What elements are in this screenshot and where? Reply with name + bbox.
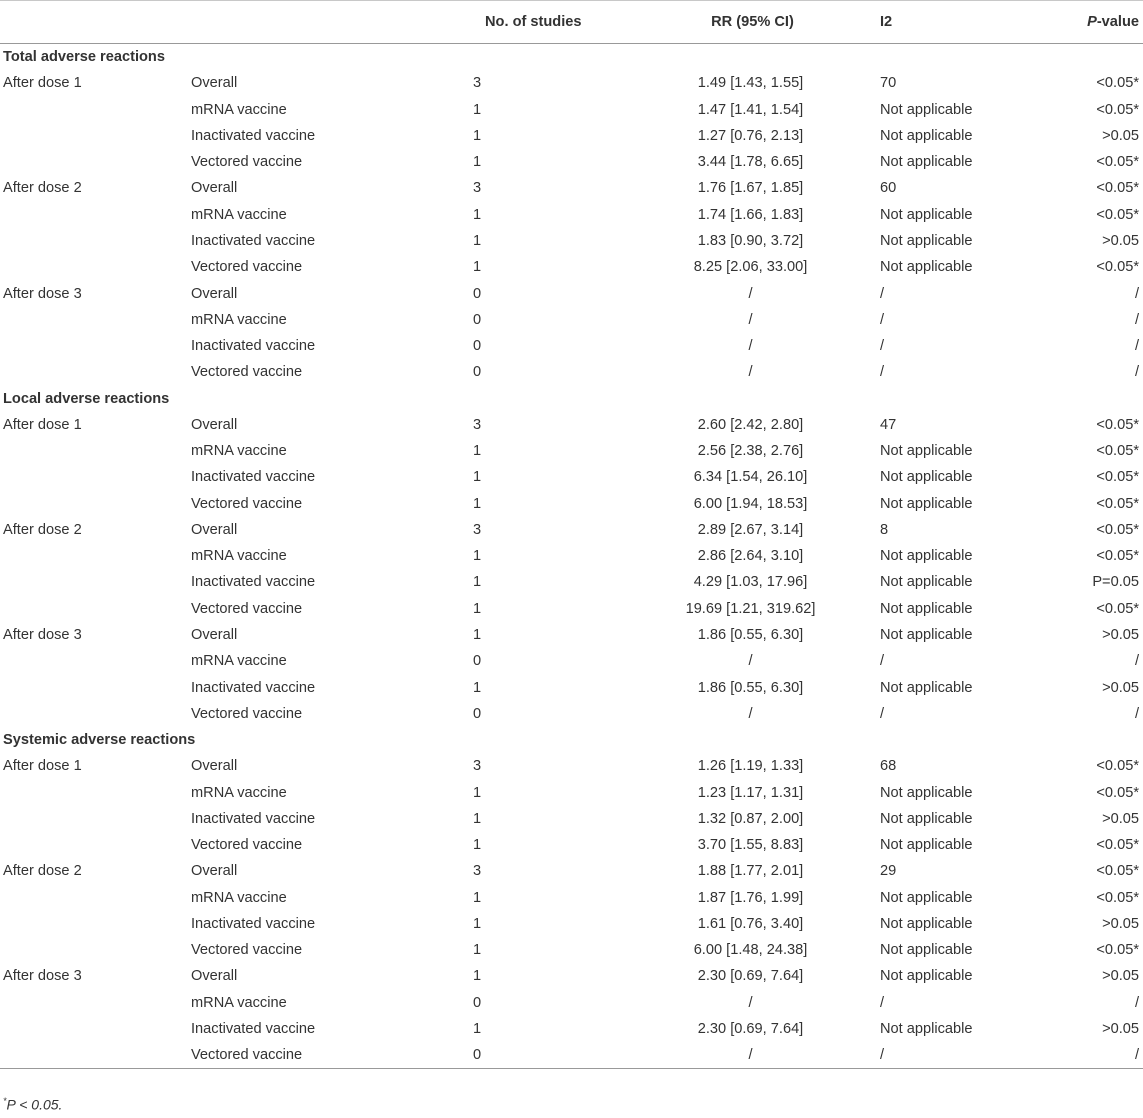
studies-count-cell: 1 xyxy=(473,495,482,512)
p-value-cell: <0.05* xyxy=(1096,942,1139,959)
studies-count-cell: 1 xyxy=(473,259,482,276)
table-row xyxy=(0,569,1143,595)
table-row xyxy=(0,832,1143,858)
studies-count-cell: 1 xyxy=(473,232,482,249)
dose-empty-cell xyxy=(0,149,187,175)
rr-ci-cell: 2.89 [2.67, 3.14] xyxy=(697,521,804,538)
table-row xyxy=(0,202,1143,228)
p-value-cell: / xyxy=(1134,285,1139,302)
table-row xyxy=(0,806,1143,832)
vaccine-cell: Inactivated vaccine xyxy=(191,1020,316,1037)
dose-empty-cell xyxy=(0,937,187,963)
table-row xyxy=(0,858,1143,884)
i2-cell: Not applicable xyxy=(880,154,973,171)
p-value-cell: <0.05* xyxy=(1096,863,1139,880)
i2-cell: 29 xyxy=(880,863,897,880)
table-row xyxy=(0,307,1143,333)
p-value-cell: <0.05* xyxy=(1096,75,1139,92)
dose-label: After dose 3 xyxy=(3,285,82,302)
footnote-text: P < 0.05. xyxy=(6,1096,63,1113)
studies-count-cell: 1 xyxy=(473,942,482,959)
table-row xyxy=(0,937,1143,963)
vaccine-cell: Inactivated vaccine xyxy=(191,915,316,932)
i2-cell: Not applicable xyxy=(880,232,973,249)
dose-label: After dose 1 xyxy=(3,416,82,433)
p-value-cell: <0.05* xyxy=(1096,758,1139,775)
p-value-cell: <0.05* xyxy=(1096,889,1139,906)
dose-empty-cell xyxy=(0,648,187,674)
dose-empty-cell xyxy=(0,333,187,359)
i2-cell: Not applicable xyxy=(880,784,973,801)
studies-count-cell: 0 xyxy=(473,705,482,722)
dose-empty-cell xyxy=(0,438,187,464)
studies-count-cell: 0 xyxy=(473,364,482,381)
vaccine-cell: Overall xyxy=(191,180,238,197)
rr-ci-cell: 1.49 [1.43, 1.55] xyxy=(697,75,804,92)
p-value-cell: P=0.05 xyxy=(1092,574,1139,591)
i2-cell: Not applicable xyxy=(880,626,973,643)
i2-cell: 70 xyxy=(880,75,897,92)
dose-empty-cell xyxy=(0,911,187,937)
p-value-cell: / xyxy=(1134,653,1139,670)
studies-count-cell: 0 xyxy=(473,285,482,302)
dose-label: After dose 1 xyxy=(3,75,82,92)
table-row xyxy=(0,674,1143,700)
i2-cell: Not applicable xyxy=(880,548,973,565)
rr-ci-cell: 2.30 [0.69, 7.64] xyxy=(697,1020,804,1037)
p-value-cell: <0.05* xyxy=(1096,206,1139,223)
header-no-of-studies: No. of studies xyxy=(445,1,645,44)
studies-count-cell: 1 xyxy=(473,600,482,617)
studies-count-cell: 1 xyxy=(473,443,482,460)
i2-cell: / xyxy=(880,285,885,302)
vaccine-cell: Vectored vaccine xyxy=(187,1042,445,1069)
i2-cell: 47 xyxy=(880,416,897,433)
header-rr-ci: RR (95% CI) xyxy=(645,1,876,44)
table-row xyxy=(0,543,1143,569)
dose-label: After dose 2 xyxy=(3,521,82,538)
studies-count-cell: 1 xyxy=(473,626,482,643)
dose-empty-cell xyxy=(0,491,187,517)
i2-cell: Not applicable xyxy=(880,942,973,959)
rr-ci-cell: / xyxy=(748,994,753,1011)
dose-label: After dose 3 xyxy=(3,968,82,985)
table-row xyxy=(0,517,1143,543)
vaccine-cell: mRNA vaccine xyxy=(191,548,287,565)
vaccine-cell: Overall xyxy=(191,285,238,302)
p-value-cell: >0.05 xyxy=(1102,968,1139,985)
rr-ci-cell: 19.69 [1.21, 319.62] xyxy=(685,600,816,617)
dose-empty-cell xyxy=(0,359,187,385)
vaccine-cell: mRNA vaccine xyxy=(191,101,287,118)
dose-empty-cell xyxy=(0,569,187,595)
section-title: Local adverse reactions xyxy=(3,390,170,407)
p-value-cell: <0.05* xyxy=(1096,600,1139,617)
p-value-cell: <0.05* xyxy=(1096,469,1139,486)
studies-count-cell: 3 xyxy=(473,416,482,433)
i2-cell: Not applicable xyxy=(880,206,973,223)
studies-count-cell: 1 xyxy=(473,784,482,801)
dose-empty-cell xyxy=(0,464,187,490)
i2-cell: Not applicable xyxy=(880,101,973,118)
p-value-cell: >0.05 xyxy=(1102,810,1139,827)
p-value-cell: <0.05* xyxy=(1096,101,1139,118)
i2-cell: Not applicable xyxy=(880,889,973,906)
rr-ci-cell: 2.56 [2.38, 2.76] xyxy=(697,443,804,460)
rr-ci-cell: 8.25 [2.06, 33.00] xyxy=(693,259,808,276)
vaccine-cell: Vectored vaccine xyxy=(191,364,303,381)
vaccine-cell: Vectored vaccine xyxy=(191,495,303,512)
studies-count-cell: 3 xyxy=(473,758,482,775)
dose-empty-cell xyxy=(0,674,187,700)
footnote xyxy=(3,1096,62,1113)
rr-ci-cell: 4.29 [1.03, 17.96] xyxy=(693,574,808,591)
i2-cell: Not applicable xyxy=(880,810,973,827)
table-header xyxy=(0,1,1143,44)
i2-cell: Not applicable xyxy=(880,495,973,512)
rr-ci-cell: 1.76 [1.67, 1.85] xyxy=(697,180,804,197)
vaccine-cell: Vectored vaccine xyxy=(191,705,303,722)
dose-empty-cell xyxy=(0,806,187,832)
header-i2: I2 xyxy=(876,1,1056,44)
rr-ci-cell: / xyxy=(748,285,753,302)
rr-ci-cell: 6.34 [1.54, 26.10] xyxy=(693,469,808,486)
i2-cell: / xyxy=(880,653,885,670)
section-row xyxy=(0,44,1143,71)
rr-ci-cell: 1.88 [1.77, 2.01] xyxy=(697,863,804,880)
dose-empty-cell xyxy=(0,123,187,149)
studies-count-cell: 1 xyxy=(473,154,482,171)
vaccine-cell: mRNA vaccine xyxy=(191,994,287,1011)
studies-count-cell: 1 xyxy=(473,574,482,591)
table-row xyxy=(0,464,1143,490)
table-row xyxy=(0,491,1143,517)
dose-empty-cell xyxy=(0,832,187,858)
table-row xyxy=(0,701,1143,727)
dose-empty-cell xyxy=(0,779,187,805)
p-value-cell: <0.05* xyxy=(1096,521,1139,538)
p-value-cell: / xyxy=(1134,311,1139,328)
p-value-cell: <0.05* xyxy=(1096,180,1139,197)
studies-count-cell: 0 xyxy=(445,1042,645,1069)
p-value-cell: >0.05 xyxy=(1102,232,1139,249)
rr-ci-cell: / xyxy=(748,705,753,722)
p-value-cell: >0.05 xyxy=(1102,127,1139,144)
header-vaccine xyxy=(187,1,445,44)
table-row xyxy=(0,123,1143,149)
header-row xyxy=(0,1,1143,44)
dose-empty-cell xyxy=(0,885,187,911)
p-value-cell: <0.05* xyxy=(1096,443,1139,460)
p-value-cell: >0.05 xyxy=(1102,1020,1139,1037)
p-value-cell: / xyxy=(1134,364,1139,381)
table-row xyxy=(0,438,1143,464)
i2-cell: / xyxy=(880,705,885,722)
dose-empty-cell xyxy=(0,1042,187,1069)
dose-label: After dose 3 xyxy=(3,626,82,643)
p-value-cell: <0.05* xyxy=(1096,837,1139,854)
i2-cell: Not applicable xyxy=(880,574,973,591)
i2-cell: / xyxy=(880,311,885,328)
rr-ci-cell: 1.87 [1.76, 1.99] xyxy=(697,889,804,906)
section-title: Systemic adverse reactions xyxy=(3,732,196,749)
vaccine-cell: Overall xyxy=(191,758,238,775)
vaccine-cell: Inactivated vaccine xyxy=(191,338,316,355)
table-row xyxy=(0,885,1143,911)
rr-ci-cell: / xyxy=(748,338,753,355)
table-row xyxy=(0,280,1143,306)
studies-count-cell: 3 xyxy=(473,180,482,197)
rr-ci-cell: 2.30 [0.69, 7.64] xyxy=(697,968,804,985)
p-value-cell: >0.05 xyxy=(1102,679,1139,696)
studies-count-cell: 0 xyxy=(473,338,482,355)
p-value-cell: >0.05 xyxy=(1102,626,1139,643)
i2-cell: / xyxy=(876,1042,1056,1069)
p-value-cell: <0.05* xyxy=(1096,784,1139,801)
dose-empty-cell xyxy=(0,701,187,727)
vaccine-cell: mRNA vaccine xyxy=(191,653,287,670)
header-p-italic: P xyxy=(1087,14,1097,30)
p-value-cell: <0.05* xyxy=(1096,548,1139,565)
section-row xyxy=(0,727,1143,753)
vaccine-cell: Overall xyxy=(191,863,238,880)
header-dose xyxy=(0,1,187,44)
vaccine-cell: mRNA vaccine xyxy=(191,311,287,328)
i2-cell: Not applicable xyxy=(880,443,973,460)
dose-label: After dose 1 xyxy=(3,758,82,775)
studies-count-cell: 1 xyxy=(473,469,482,486)
table-row xyxy=(0,596,1143,622)
dose-empty-cell xyxy=(0,97,187,123)
i2-cell: Not applicable xyxy=(880,915,973,932)
vaccine-cell: Inactivated vaccine xyxy=(191,232,316,249)
studies-count-cell: 1 xyxy=(473,101,482,118)
header-p-value xyxy=(1056,1,1143,44)
table-row xyxy=(0,963,1143,989)
i2-cell: Not applicable xyxy=(880,968,973,985)
studies-count-cell: 1 xyxy=(473,679,482,696)
table-row xyxy=(0,911,1143,937)
studies-count-cell: 1 xyxy=(473,915,482,932)
vaccine-cell: Overall xyxy=(191,521,238,538)
vaccine-cell: Overall xyxy=(191,416,238,433)
vaccine-cell: mRNA vaccine xyxy=(191,784,287,801)
studies-count-cell: 3 xyxy=(473,863,482,880)
dose-label: After dose 2 xyxy=(3,180,82,197)
rr-ci-cell: 1.23 [1.17, 1.31] xyxy=(697,784,804,801)
studies-count-cell: 0 xyxy=(473,994,482,1011)
table-row xyxy=(0,753,1143,779)
i2-cell: Not applicable xyxy=(880,469,973,486)
studies-count-cell: 1 xyxy=(473,1020,482,1037)
vaccine-cell: Vectored vaccine xyxy=(191,259,303,276)
p-value-cell: <0.05* xyxy=(1096,416,1139,433)
i2-cell: Not applicable xyxy=(880,127,973,144)
rr-ci-cell: 1.83 [0.90, 3.72] xyxy=(697,232,804,249)
rr-ci-cell: / xyxy=(748,364,753,381)
studies-count-cell: 1 xyxy=(473,889,482,906)
rr-ci-cell: 6.00 [1.48, 24.38] xyxy=(693,942,808,959)
footnote-marker: * xyxy=(3,1096,7,1106)
rr-ci-cell: 1.27 [0.76, 2.13] xyxy=(697,127,804,144)
vaccine-cell: Overall xyxy=(191,626,238,643)
i2-cell: Not applicable xyxy=(880,679,973,696)
table-row xyxy=(0,990,1143,1016)
table-row xyxy=(0,648,1143,674)
i2-cell: 60 xyxy=(880,180,897,197)
vaccine-cell: Vectored vaccine xyxy=(191,154,303,171)
table-row xyxy=(0,175,1143,201)
i2-cell: 8 xyxy=(880,521,889,538)
p-value-cell: / xyxy=(1056,1042,1143,1069)
dose-empty-cell xyxy=(0,254,187,280)
vaccine-cell: mRNA vaccine xyxy=(191,206,287,223)
i2-cell: / xyxy=(880,338,885,355)
vaccine-cell: Inactivated vaccine xyxy=(191,469,316,486)
studies-count-cell: 1 xyxy=(473,968,482,985)
rr-ci-cell: 1.74 [1.66, 1.83] xyxy=(697,206,804,223)
p-value-cell: <0.05* xyxy=(1096,154,1139,171)
rr-ci-cell: 1.26 [1.19, 1.33] xyxy=(697,758,804,775)
p-value-cell: / xyxy=(1134,705,1139,722)
studies-count-cell: 1 xyxy=(473,837,482,854)
table-row xyxy=(0,359,1143,385)
table-row xyxy=(0,228,1143,254)
studies-count-cell: 1 xyxy=(473,206,482,223)
rr-ci-cell: 2.60 [2.42, 2.80] xyxy=(697,416,804,433)
vaccine-cell: Vectored vaccine xyxy=(191,942,303,959)
section-title: Total adverse reactions xyxy=(3,49,165,66)
table-row xyxy=(0,97,1143,123)
table-row xyxy=(0,333,1143,359)
studies-count-cell: 1 xyxy=(473,548,482,565)
dose-empty-cell xyxy=(0,596,187,622)
p-value-cell: <0.05* xyxy=(1096,495,1139,512)
studies-count-cell: 1 xyxy=(473,810,482,827)
vaccine-cell: Inactivated vaccine xyxy=(191,810,316,827)
table-row xyxy=(0,254,1143,280)
rr-ci-cell: 1.47 [1.41, 1.54] xyxy=(697,101,804,118)
i2-cell: Not applicable xyxy=(880,1020,973,1037)
rr-ci-cell: 3.44 [1.78, 6.65] xyxy=(697,154,804,171)
i2-cell: Not applicable xyxy=(880,259,973,276)
rr-ci-cell: 1.32 [0.87, 2.00] xyxy=(697,810,804,827)
studies-count-cell: 3 xyxy=(473,521,482,538)
i2-cell: / xyxy=(880,994,885,1011)
vaccine-cell: Overall xyxy=(191,75,238,92)
vaccine-cell: mRNA vaccine xyxy=(191,443,287,460)
rr-ci-cell: 1.86 [0.55, 6.30] xyxy=(697,626,804,643)
i2-cell: 68 xyxy=(880,758,897,775)
dose-empty-cell xyxy=(0,202,187,228)
dose-empty-cell xyxy=(0,990,187,1016)
rr-ci-cell: 1.61 [0.76, 3.40] xyxy=(697,915,804,932)
i2-cell: Not applicable xyxy=(880,837,973,854)
header-p-rest: -value xyxy=(1096,14,1139,30)
rr-ci-cell: 6.00 [1.94, 18.53] xyxy=(693,495,808,512)
table-row xyxy=(0,622,1143,648)
rr-ci-cell: / xyxy=(748,653,753,670)
rr-ci-cell: 2.86 [2.64, 3.10] xyxy=(697,548,804,565)
dose-empty-cell xyxy=(0,228,187,254)
dose-empty-cell xyxy=(0,543,187,569)
studies-count-cell: 1 xyxy=(473,127,482,144)
table-row xyxy=(0,149,1143,175)
vaccine-cell: Vectored vaccine xyxy=(191,837,303,854)
table-row xyxy=(0,1042,1143,1069)
vaccine-cell: Inactivated vaccine xyxy=(191,574,316,591)
dose-empty-cell xyxy=(0,307,187,333)
vaccine-cell: Vectored vaccine xyxy=(191,600,303,617)
rr-ci-cell: 3.70 [1.55, 8.83] xyxy=(697,837,804,854)
vaccine-cell: mRNA vaccine xyxy=(191,889,287,906)
table-body xyxy=(0,44,1143,1069)
studies-count-cell: 0 xyxy=(473,311,482,328)
rr-ci-cell: 1.86 [0.55, 6.30] xyxy=(697,679,804,696)
vaccine-cell: Overall xyxy=(191,968,238,985)
table-row xyxy=(0,1016,1143,1042)
vaccine-cell: Inactivated vaccine xyxy=(191,127,316,144)
table-row xyxy=(0,779,1143,805)
rr-ci-cell: / xyxy=(645,1042,876,1069)
table-row xyxy=(0,412,1143,438)
p-value-cell: <0.05* xyxy=(1096,259,1139,276)
studies-count-cell: 0 xyxy=(473,653,482,670)
p-value-cell: / xyxy=(1134,994,1139,1011)
dose-label: After dose 2 xyxy=(3,863,82,880)
i2-cell: Not applicable xyxy=(880,600,973,617)
rr-ci-cell: / xyxy=(748,311,753,328)
studies-count-cell: 3 xyxy=(473,75,482,92)
dose-empty-cell xyxy=(0,1016,187,1042)
vaccine-cell: Inactivated vaccine xyxy=(191,679,316,696)
table-row xyxy=(0,70,1143,96)
p-value-cell: >0.05 xyxy=(1102,915,1139,932)
p-value-cell: / xyxy=(1134,338,1139,355)
i2-cell: / xyxy=(880,364,885,381)
section-row xyxy=(0,385,1143,411)
